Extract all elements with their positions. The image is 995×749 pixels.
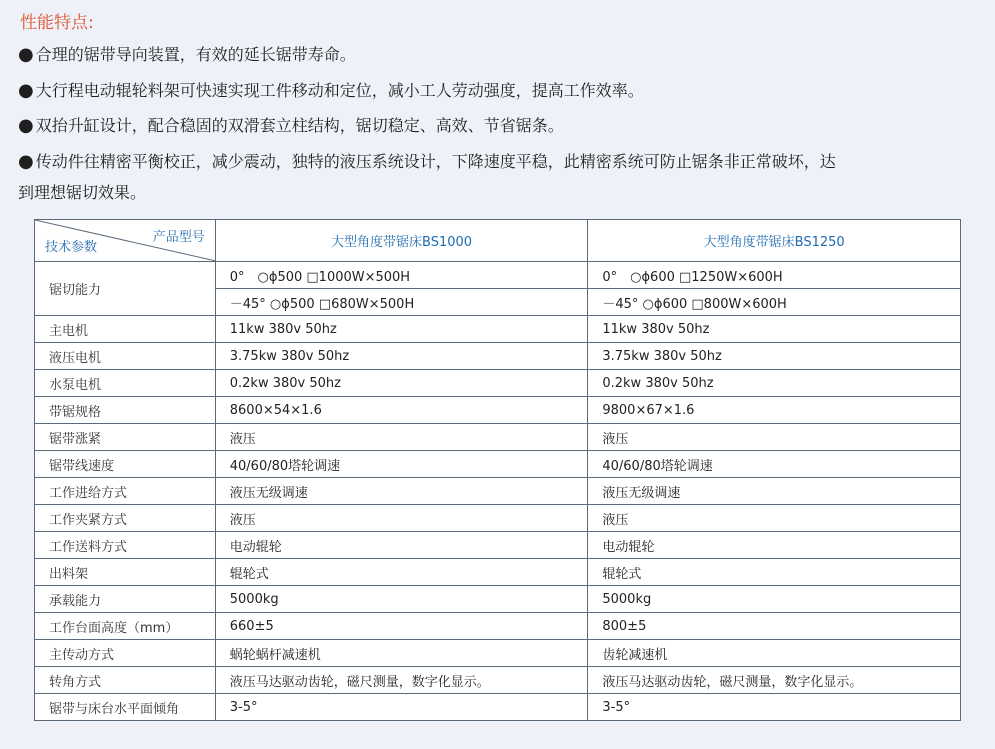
row-label: 承载能力 [35, 586, 216, 613]
feature-text: 传动件往精密平衡校正，减少震动，独特的液压系统设计，下降速度平稳，此精密系统可防止锯条非正常破坏，达 [35, 152, 836, 171]
cell-value: 11kw 380v 50hz [588, 316, 961, 343]
cell-value: 液压 [215, 424, 588, 451]
cell-value: 0° ○ɸ500 □1000W×500H [215, 262, 588, 289]
table-row [35, 532, 961, 559]
row-label: 锯带涨紧 [35, 424, 216, 451]
section-title: 性能特点: [20, 13, 94, 33]
table-row [35, 640, 961, 667]
table-row [35, 397, 961, 424]
row-label: 主传动方式 [35, 640, 216, 667]
header-model-1: 大型角度带锯床BS1000 [215, 220, 588, 262]
cell-value: 660±5 [215, 613, 588, 640]
cell-value: 液压无级调速 [215, 478, 588, 505]
feature-text: 合理的锯带导向装置，有效的延长锯带寿命。 [35, 45, 356, 64]
cell-value: 液压 [588, 424, 961, 451]
cell-value: 液压 [588, 505, 961, 532]
table-row [35, 505, 961, 532]
cell-value: 3-5° [215, 694, 588, 721]
table-row [35, 613, 961, 640]
cell-value: 液压马达驱动齿轮，磁尺测量，数字化显示。 [215, 667, 588, 694]
table-row [35, 478, 961, 505]
header-product-model: 产品型号 [152, 230, 205, 245]
row-label: 出料架 [35, 559, 216, 586]
cell-value: 0.2kw 380v 50hz [215, 370, 588, 397]
cell-value: 40/60/80塔轮调速 [588, 451, 961, 478]
cell-value: 辊轮式 [215, 559, 588, 586]
table-row [35, 667, 961, 694]
table-row [35, 694, 961, 721]
cell-value: 电动辊轮 [588, 532, 961, 559]
row-label: 液压电机 [35, 343, 216, 370]
table-row [35, 262, 961, 289]
feature-item [18, 42, 356, 65]
table-row [35, 559, 961, 586]
feature-text: 双抬升缸设计，配合稳固的双滑套立柱结构，锯切稳定、高效、节省锯条。 [35, 116, 564, 135]
cell-value: －45° ○ɸ600 □800W×600H [588, 289, 961, 316]
table-row [35, 424, 961, 451]
row-label: 带锯规格 [35, 397, 216, 424]
feature-text: 大行程电动辊轮料架可快速实现工件移动和定位，减小工人劳动强度，提高工作效率。 [35, 81, 644, 100]
cell-value: －45° ○ɸ500 □680W×500H [215, 289, 588, 316]
feature-text-continued: 到理想锯切效果。 [18, 183, 147, 202]
cell-value: 40/60/80塔轮调速 [215, 451, 588, 478]
row-label: 主电机 [35, 316, 216, 343]
cell-value: 蜗轮蜗杆减速机 [215, 640, 588, 667]
feature-item [18, 113, 564, 136]
cell-value: 3.75kw 380v 50hz [588, 343, 961, 370]
header-model-2: 大型角度带锯床BS1250 [588, 220, 961, 262]
table-row [35, 451, 961, 478]
row-label: 锯带线速度 [35, 451, 216, 478]
cell-value: 800±5 [588, 613, 961, 640]
table-row [35, 370, 961, 397]
cell-value: 液压马达驱动齿轮，磁尺测量，数字化显示。 [588, 667, 961, 694]
cell-value: 3-5° [588, 694, 961, 721]
row-label: 工作送料方式 [35, 532, 216, 559]
table-row [35, 343, 961, 370]
row-label: 锯切能力 [35, 262, 216, 316]
cell-value: 齿轮减速机 [588, 640, 961, 667]
cell-value: 电动辊轮 [215, 532, 588, 559]
feature-item [18, 78, 644, 101]
bullet-icon: ● [18, 115, 34, 136]
row-label: 锯带与床台水平面倾角 [35, 694, 216, 721]
bullet-icon: ● [18, 151, 34, 172]
header-tech-params: 技术参数 [45, 240, 98, 255]
table-header-row [35, 220, 961, 262]
row-label: 水泵电机 [35, 370, 216, 397]
bullet-icon: ● [18, 44, 34, 65]
cell-value: 液压 [215, 505, 588, 532]
row-label: 工作进给方式 [35, 478, 216, 505]
cell-value: 8600×54×1.6 [215, 397, 588, 424]
cell-value: 5000kg [215, 586, 588, 613]
table-row [35, 316, 961, 343]
table-row [35, 586, 961, 613]
cell-value: 0° ○ɸ600 □1250W×600H [588, 262, 961, 289]
cell-value: 0.2kw 380v 50hz [588, 370, 961, 397]
cell-value: 液压无级调速 [588, 478, 961, 505]
cell-value: 3.75kw 380v 50hz [215, 343, 588, 370]
cell-value: 辊轮式 [588, 559, 961, 586]
row-label: 工作台面高度（mm） [35, 613, 216, 640]
diagonal-header-cell [35, 220, 216, 262]
spec-table [34, 219, 961, 721]
feature-item [18, 149, 836, 172]
cell-value: 11kw 380v 50hz [215, 316, 588, 343]
cell-value: 5000kg [588, 586, 961, 613]
row-label: 工作夹紧方式 [35, 505, 216, 532]
bullet-icon: ● [18, 80, 34, 101]
cell-value: 9800×67×1.6 [588, 397, 961, 424]
row-label: 转角方式 [35, 667, 216, 694]
